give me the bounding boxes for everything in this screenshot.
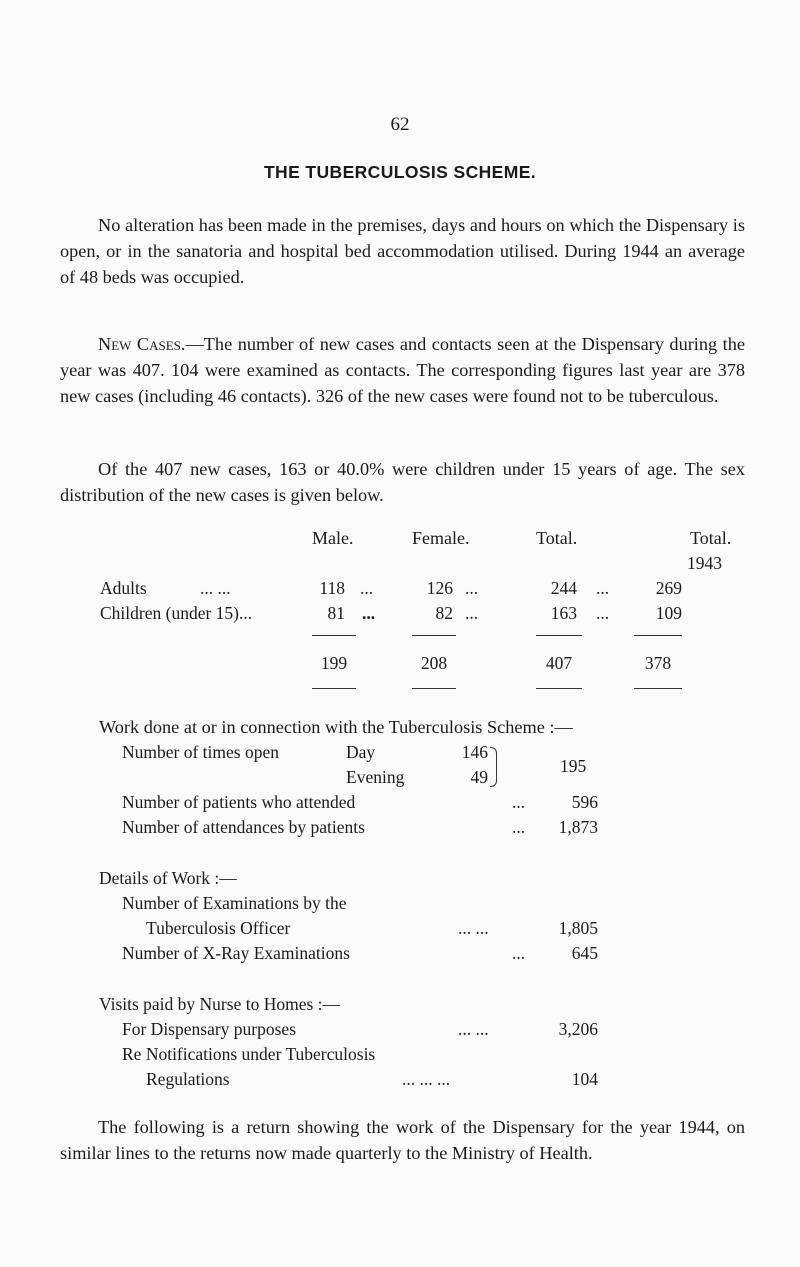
attendances-value: 1,873 [558, 817, 598, 837]
day-value: 146 [461, 742, 488, 762]
divider [412, 688, 456, 689]
leader: ... [512, 817, 526, 837]
total-male: 199 [320, 653, 348, 673]
work-heading: Work done at or in connection with the Tuberculosis Scheme :— [99, 717, 573, 737]
leader: ... [360, 578, 374, 598]
exam-line1: Number of Examinations by the [122, 893, 347, 913]
row-leader: ... ... [200, 578, 231, 598]
total-1943: 378 [644, 653, 672, 673]
exam-value: 1,805 [558, 918, 598, 938]
cell-total-1943: 109 [655, 603, 682, 623]
leader: ... [512, 943, 526, 963]
divider [634, 635, 682, 636]
row-label: Children (under 15)... [100, 603, 253, 623]
cell-total: 244 [550, 578, 577, 598]
leader: ... [465, 603, 479, 623]
header-male: Male. [312, 528, 354, 548]
divider [536, 635, 582, 636]
details-heading: Details of Work :— [99, 868, 237, 888]
xray-label: Number of X-Ray Examinations [122, 943, 350, 963]
patients-value: 596 [571, 792, 598, 812]
header-year-1943: 1943 [687, 553, 722, 573]
cell-male: 118 [319, 578, 345, 598]
page-number: 62 [390, 114, 410, 135]
notifications-line1: Re Notifications under Tuberculosis [122, 1044, 376, 1064]
cell-total-1943: 269 [655, 578, 682, 598]
brace [490, 747, 497, 787]
divider [412, 635, 456, 636]
dispensary-value: 3,206 [558, 1019, 598, 1039]
header-female: Female. [412, 528, 470, 548]
page-title: THE TUBERCULOSIS SCHEME. [263, 162, 537, 182]
sex-distribution-paragraph: Of the 407 new cases, 163 or 40.0% were children under 15 years of age. The sex distribution of the new cases is given below. [60, 459, 745, 505]
attendances-label: Number of attendances by patients [122, 817, 365, 837]
times-open-label: Number of times open [122, 742, 279, 762]
leader: ... ... [458, 1019, 489, 1039]
intro-paragraph: No alteration has been made in the premises, days and hours on which the Dispensary is open, or in the sanatoria and hospital bed accommodation utilised. During 1944 an average of 48 beds was occupied. [60, 215, 745, 287]
total-total: 407 [545, 653, 573, 673]
visits-heading: Visits paid by Nurse to Homes :— [99, 994, 341, 1014]
leader: ... ... [458, 918, 489, 938]
cell-female: 82 [435, 603, 453, 623]
notifications-value: 104 [571, 1069, 598, 1089]
divider [312, 635, 356, 636]
exam-line2: Tuberculosis Officer [146, 918, 291, 938]
times-open-total: 195 [560, 756, 587, 776]
xray-value: 645 [571, 943, 598, 963]
header-total-1943: Total. [690, 528, 732, 548]
leader: ... [362, 603, 376, 623]
cell-male: 81 [327, 603, 345, 623]
leader: ... ... ... [402, 1069, 451, 1089]
new-cases-text: —The number of new cases and contacts seen at the Dispensary during the year was 407. 104 were examined as contacts. The corresponding figures last year are 378 new cases (including 46 contacts). 326 of the new cases were found not to be tuberculous. [60, 334, 745, 406]
dispensary-label: For Dispensary purposes [122, 1019, 297, 1039]
notifications-line2: Regulations [146, 1069, 230, 1089]
divider [536, 688, 582, 689]
row-label: Adults [100, 578, 147, 598]
leader: ... [465, 578, 479, 598]
new-cases-heading: New Cases. [98, 334, 186, 354]
leader: ... [596, 603, 610, 623]
leader: ... [596, 578, 610, 598]
evening-value: 49 [470, 767, 488, 787]
leader: ... [512, 792, 526, 812]
total-female: 208 [420, 653, 448, 673]
header-total: Total. [536, 528, 578, 548]
evening-label: Evening [346, 767, 405, 787]
closing-paragraph: The following is a return showing the work of the Dispensary for the year 1944, on similar lines to the returns now made quarterly to the Ministry of Health. [60, 1117, 745, 1163]
cell-total: 163 [550, 603, 577, 623]
cell-female: 126 [426, 578, 453, 598]
divider [312, 688, 356, 689]
day-label: Day [346, 742, 376, 762]
patients-label: Number of patients who attended [122, 792, 356, 812]
divider [634, 688, 682, 689]
new-cases-paragraph [60, 331, 745, 409]
